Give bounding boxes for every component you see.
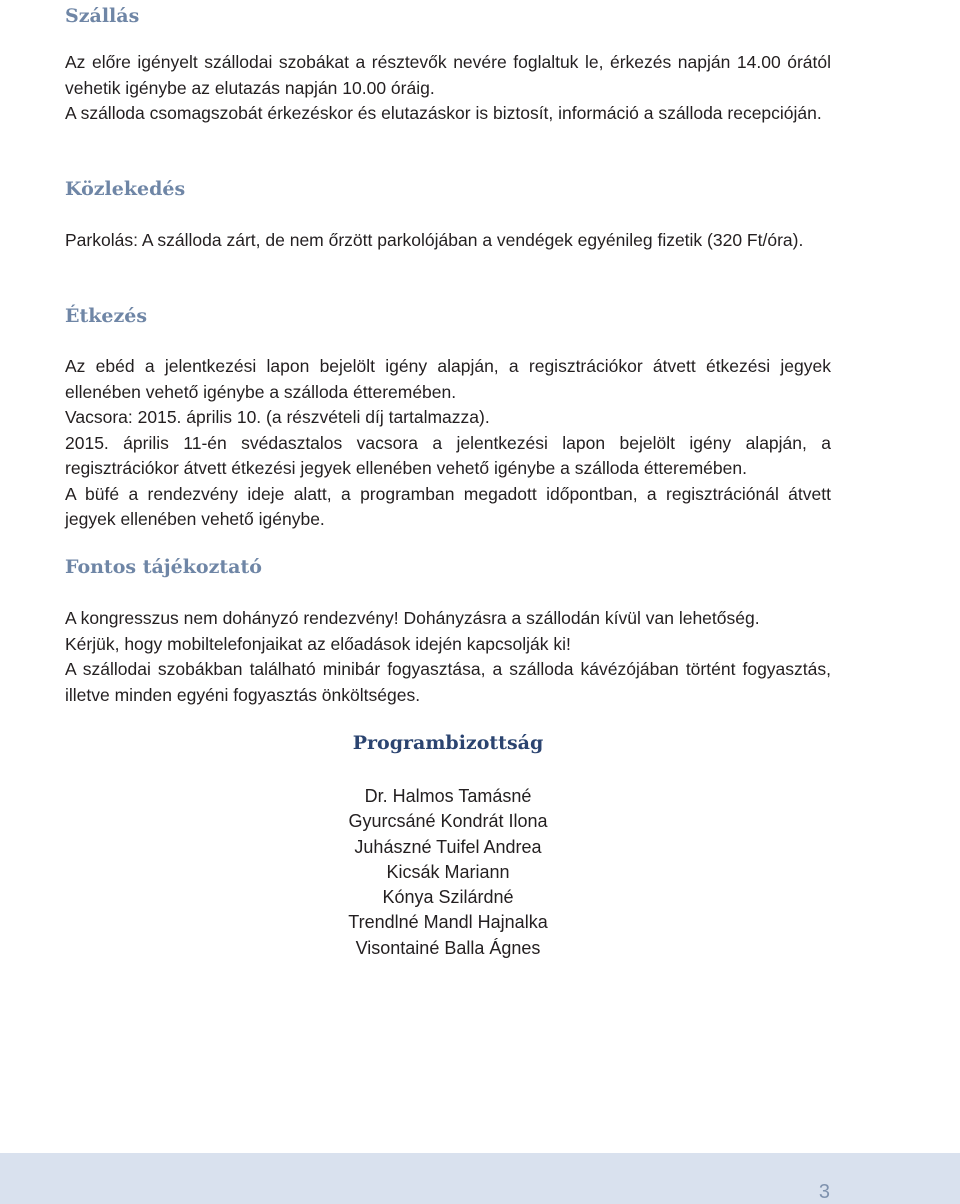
section-title-fontos: Fontos tájékoztató [65, 556, 262, 578]
committee-member: Kónya Szilárdné [382, 887, 514, 908]
paragraph: Az ebéd a jelentkezési lapon bejelölt igény alapján, a regisztrációkor átvett étkezési jegyek ellenében vehető igénybe a szálloda étteremében. [65, 356, 831, 402]
committee-member: Trendlné Mandl Hajnalka [348, 912, 548, 933]
committee-member: Kicsák Mariann [386, 861, 510, 882]
section-body-etkezes [65, 354, 831, 533]
paragraph: 2015. április 11-én svédasztalos vacsora a jelentkezési lapon bejelölt igény alapján, a regisztrációkor átvett étkezési jegyek ellenében vehető igénybe a szálloda étteremében. [65, 432, 831, 478]
paragraph: A szálloda csomagszobát érkezéskor és elutazáskor is biztosít, információ a szálloda recepcióján. [65, 103, 822, 123]
paragraph: A kongresszus nem dohányzó rendezvény! Dohányzásra a szállodán kívül van lehetőség. [65, 608, 760, 628]
section-title-szallas: Szállás [65, 5, 140, 27]
paragraph: A büfé a rendezvény ideje alatt, a programban megadott időpontban, a regisztrációnál átvett jegyek ellenében vehető igénybe. [65, 483, 831, 529]
program-committee [248, 729, 648, 961]
committee-member: Visontainé Balla Ágnes [355, 937, 541, 958]
page-number: 3 [818, 1181, 830, 1203]
committee-member-list [248, 784, 648, 961]
committee-member: Juhászné Tuifel Andrea [354, 836, 542, 857]
paragraph: Parkolás: A szálloda zárt, de nem őrzött parkolójában a vendégek egyénileg fizetik (320 Ft/óra). [65, 230, 804, 250]
section-body-kozlekedes [65, 228, 831, 254]
section-body-fontos [65, 606, 831, 708]
paragraph: A szállodai szobákban található minibár fogyasztása, a szálloda kávézójában történt fogyasztás, illetve minden egyéni fogyasztás önköltséges. [65, 659, 831, 705]
committee-member: Gyurcsáné Kondrát Ilona [348, 811, 548, 832]
section-title-kozlekedes: Közlekedés [65, 178, 186, 200]
paragraph: Vacsora: 2015. április 10. (a részvételi díj tartalmazza). [65, 407, 490, 427]
footer-band [0, 1153, 960, 1204]
section-body-szallas [65, 50, 831, 127]
paragraph: Kérjük, hogy mobiltelefonjaikat az előadások idején kapcsolják ki! [65, 633, 571, 654]
section-title-etkezes: Étkezés [65, 305, 148, 327]
paragraph: Az előre igényelt szállodai szobákat a résztevők nevére foglaltuk le, érkezés napján 14.00 órától vehetik igénybe az elutazás napján 10.00 óráig. [65, 52, 831, 98]
committee-title: Programbizottság [352, 732, 544, 754]
committee-member: Dr. Halmos Tamásné [364, 786, 532, 806]
